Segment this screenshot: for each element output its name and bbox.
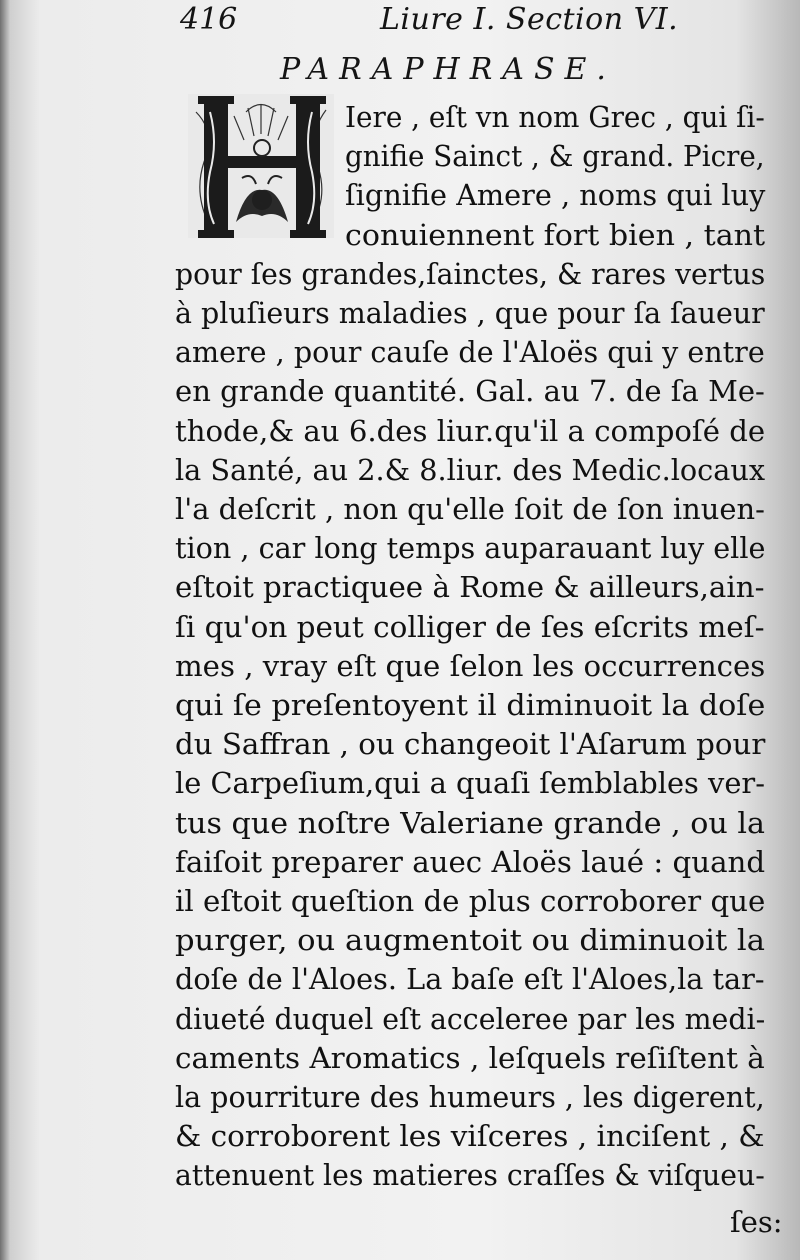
text-line: amere , pour cauſe de l'Aloës qui y entre: [175, 335, 765, 370]
text-line: ſi qu'on peut colliger de ſes eſcrits meſ-: [175, 609, 765, 644]
text-line: la Santé, au 2.& 8.liur. des Medic.locaux: [175, 452, 766, 487]
text-line: faiſoit preparer auec Aloës laué : quand: [175, 844, 766, 879]
text-line: la pourriture des humeurs , les digerent,: [175, 1080, 765, 1114]
text-line: & corroborent les viſceres , inciſent , &: [175, 1119, 765, 1154]
text-line: conuiennent fort bien , tant: [345, 217, 766, 252]
running-title: Liure I. Section VI.: [380, 2, 679, 37]
text-line: gnifie Sainct , & grand. Picre,: [345, 139, 765, 174]
text-line: purger, ou augmentoit ou diminuoit la: [175, 923, 765, 958]
text-line: tion , car long temps auparauant luy elle: [175, 531, 766, 566]
text-line: du Saffran , ou changeoit l'Aſarum pour: [175, 727, 766, 762]
text-line: attenuent les matieres craſſes & viſqueu-: [175, 1158, 765, 1193]
catchword: ſes:: [730, 1205, 783, 1239]
text-line: l'a deſcrit , non qu'elle ſoit de ſon inuen-: [175, 492, 765, 526]
text-line: tus que noſtre Valeriane grande , ou la: [175, 805, 766, 840]
text-line: diueté duquel eſt acceleree par les medi-: [175, 1001, 766, 1036]
ornamental-initial-h: [186, 92, 336, 240]
text-line: pour ſes grandes,ſainctes, & rares vertus: [175, 256, 766, 291]
drop-cap-icon: [186, 92, 336, 240]
text-line: il eſtoit queſtion de plus corroborer que: [175, 884, 766, 918]
text-line: le Carpeſium,qui a quaſi ſemblables ver-: [175, 766, 765, 801]
text-line: à pluſieurs maladies , que pour ſa ſaueur: [175, 296, 765, 330]
text-line: doſe de l'Aloes. La baſe eſt l'Aloes,la tar-: [175, 962, 765, 997]
text-line: ſignifie Amere , noms qui luy: [345, 178, 766, 213]
text-line: Iere , eſt vn nom Grec , qui ſi-: [345, 100, 765, 134]
text-line: qui ſe preſentoyent il diminuoit la doſe: [175, 688, 766, 722]
page-number: 416: [180, 2, 238, 37]
text-line: eſtoit practiquee à Rome & ailleurs,ain-: [175, 570, 765, 605]
running-header: [180, 2, 760, 42]
text-line: en grande quantité. Gal. au 7. de ſa Me-: [175, 374, 765, 409]
text-line: mes , vray eſt que ſelon les occurrences: [175, 648, 766, 683]
section-title: PARAPHRASE.: [280, 52, 616, 87]
text-line: thode,& au 6.des liur.qu'il a compoſé de: [175, 413, 766, 448]
text-line: caments Aromatics , leſquels reſiſtent à: [175, 1040, 765, 1075]
